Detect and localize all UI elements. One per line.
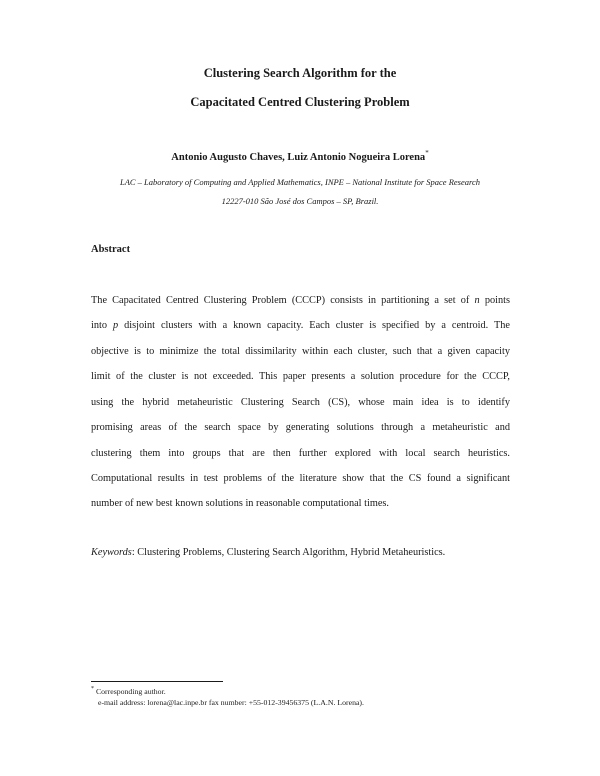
author-names: Antonio Augusto Chaves, Luiz Antonio Nogueira Lorena: [171, 152, 426, 163]
abstract-text: disjoint clusters with a known capacity. Each cluster is specified by a centroid. The: [118, 320, 510, 331]
keywords: [91, 547, 445, 558]
abstract-heading: Abstract: [91, 244, 131, 255]
abstract-text: into: [91, 320, 113, 331]
affiliation-line-1: LAC – Laboratory of Computing and Applied Mathematics, INPE – National Institute for Space Research: [119, 177, 481, 187]
abstract-line-6: promising areas of the search space by generating solutions through a metaheuristic and: [91, 422, 510, 433]
footnote-line-1: [91, 686, 166, 696]
author-footnote-mark: *: [425, 149, 429, 157]
affiliation-line-2: 12227-010 São José dos Campos – SP, Brazil.: [221, 196, 379, 206]
abstract-line-5: using the hybrid metaheuristic Clustering Search (CS), whose main idea is to identify: [91, 397, 510, 408]
abstract-math-n: n: [474, 295, 480, 306]
abstract-line-3: objective is to minimize the total dissimilarity within each cluster, such that a given capacity: [91, 346, 510, 357]
paper-title-line-1: Clustering Search Algorithm for the: [203, 66, 397, 80]
abstract-text: points: [479, 295, 510, 306]
keywords-text: : Clustering Problems, Clustering Search Algorithm, Hybrid Metaheuristics.: [131, 547, 446, 558]
abstract-math-p: p: [112, 320, 119, 331]
abstract-line-8: Computational results in test problems of the literature show that the CS found a significant: [91, 473, 510, 484]
abstract-text: The Capacitated Centred Clustering Problem (CCCP) consists in partitioning a set of: [91, 295, 475, 306]
abstract-line-2: [91, 320, 510, 331]
keywords-label: Keywords: [91, 547, 132, 558]
footnote-text: Corresponding author.: [94, 687, 166, 696]
abstract-line-1: [91, 295, 510, 306]
footnote-mark: *: [91, 686, 94, 692]
paper-title-line-2: Capacitated Centred Clustering Problem: [190, 95, 410, 109]
abstract-line-4: limit of the cluster is not exceeded. This paper presents a solution procedure for the CCCP,: [91, 371, 510, 382]
author-list: [0, 149, 600, 163]
abstract-line-7: clustering them into groups that are then further explored with local search heuristics.: [91, 448, 510, 459]
footnote-divider: [91, 681, 223, 682]
footnote-contact: e-mail address: lorena@lac.inpe.br fax number: +55-012-39456375 (L.A.N. Lorena).: [98, 698, 364, 707]
abstract-line-9: number of new best known solutions in reasonable computational times.: [91, 498, 389, 509]
